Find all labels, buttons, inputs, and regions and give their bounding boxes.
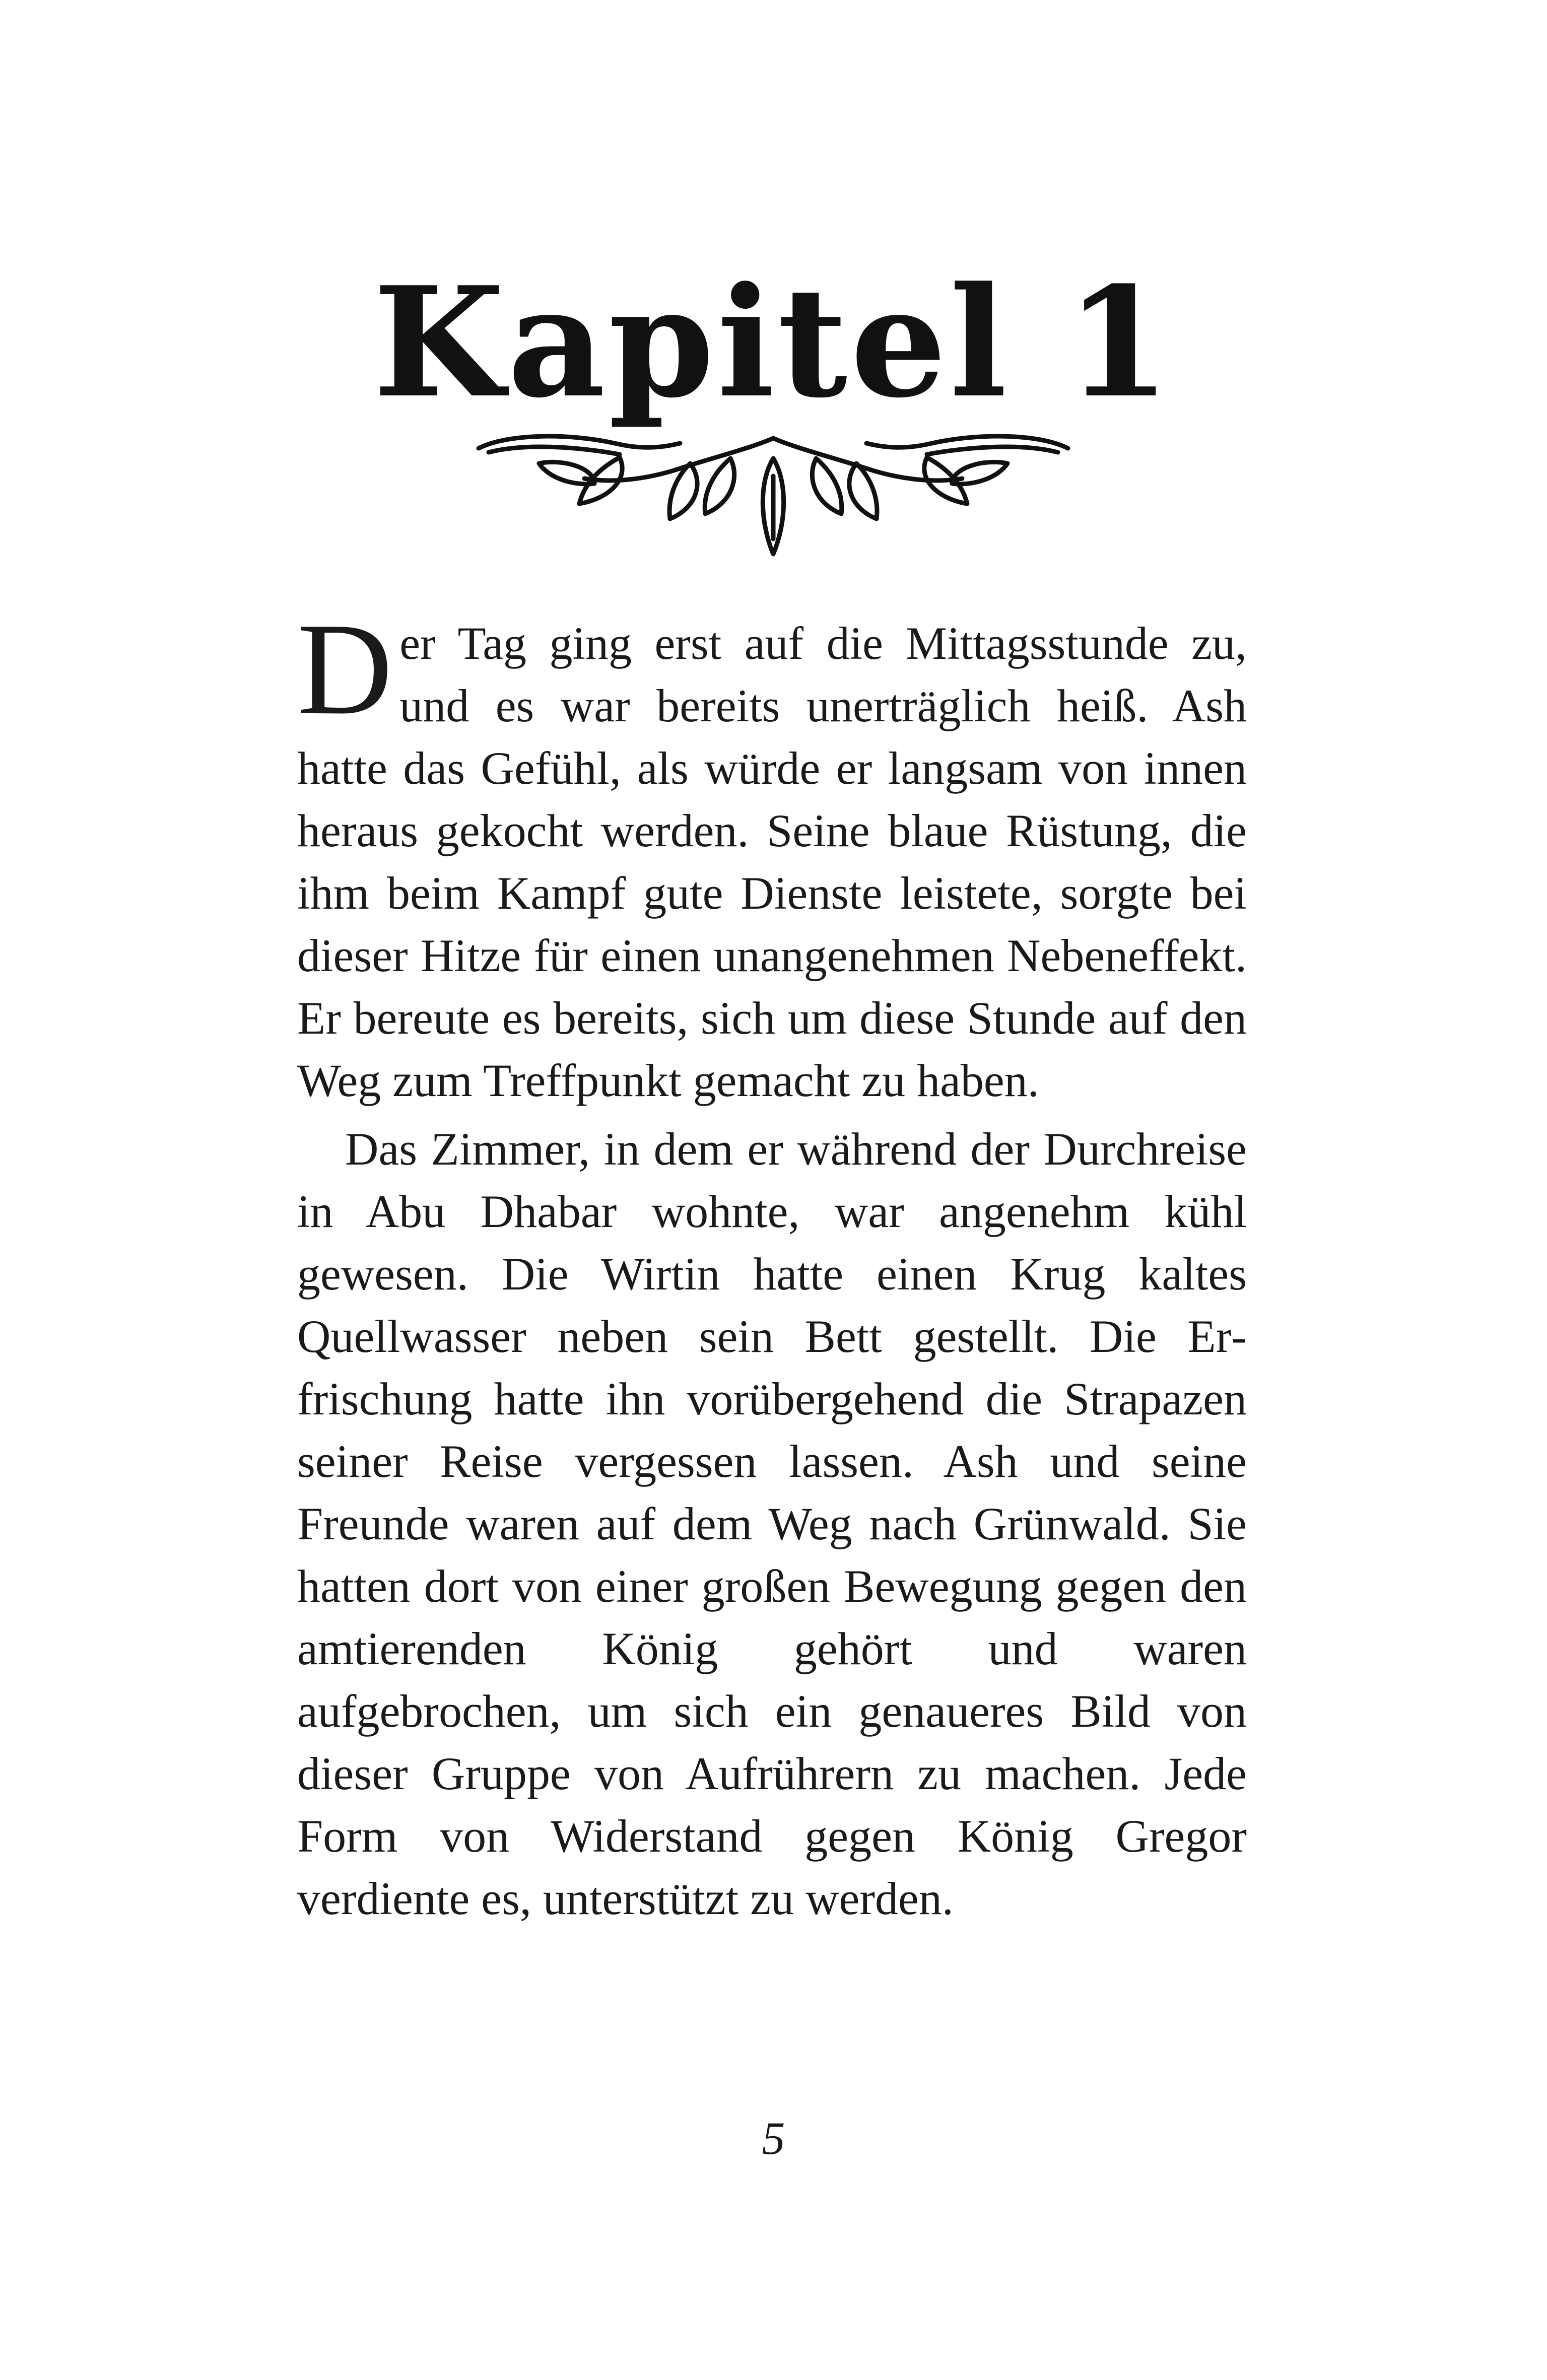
leaf-vine-ornament-icon: [468, 428, 1078, 559]
chapter-title: Kapitel 1: [373, 253, 1174, 431]
chapter-body-text: [297, 596, 1247, 1930]
paragraph: [297, 596, 1247, 1112]
paragraph-text: er Tag ging erst auf die Mittagsstunde zu, und es war bereits unerträglich heiß. Ash hatte das Gefühl, als würde er langsam von innen heraus gekocht werden. Seine blaue Rüstung, die ihm beim Kampf gute Dienste leistete, sorgte bei dieser Hitze für einen unangenehmen Nebeneffekt. Er bereute es bereits, sich um diese Stunde auf den Weg zum Treffpunkt gemacht zu haben.: [297, 618, 1247, 1106]
drop-cap: D: [297, 596, 393, 742]
paragraph: Das Zimmer, in dem er während der Durchreise in Abu Dhabar wohnte, war angenehm kühl gewesen. Die Wirtin hatte einen Krug kaltes Quellwasser neben sein Bett gestellt. Die Erfrischung hatte ihn vorübergehend die Strapazen seiner Reise vergessen lassen. Ash und seine Freunde waren auf dem Weg nach Grünwald. Sie hatten dort von einer großen Bewegung gegen den amtierenden König gehört und waren aufgebrochen, um sich ein genaueres Bild von dieser Gruppe von Aufrührern zu machen. Jede Form von Widerstand gegen König Gregor verdiente es, unterstützt zu werden.: [297, 1123, 1247, 1924]
page-number: 5: [762, 2113, 785, 2164]
